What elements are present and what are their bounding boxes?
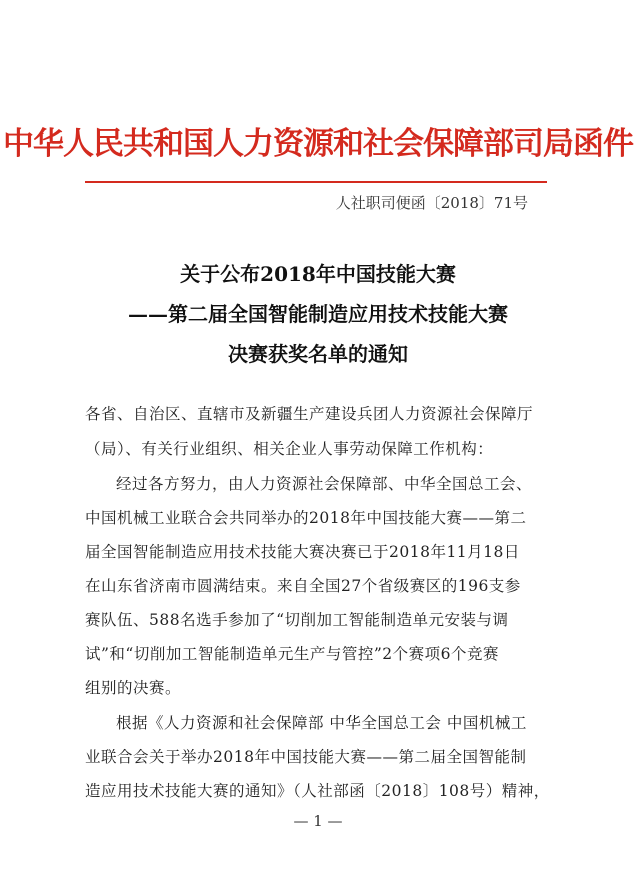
- body-line: 各省、自治区、直辖市及新疆生产建设兵团人力资源社会保障厅: [85, 405, 534, 423]
- body-line: 业联合会关于举办2018年中国技能大赛——第二届全国智能制: [85, 748, 527, 766]
- letterhead-title: 中华人民共和国人力资源和社会保障部司局函件: [3, 126, 633, 162]
- body-line: 中国机械工业联合会共同举办的2018年中国技能大赛——第二: [85, 509, 527, 527]
- body-line: 届全国智能制造应用技术技能大赛决赛已于2018年11月18日: [85, 543, 520, 561]
- body-line: 造应用技术技能大赛的通知》（人社部函〔2018〕108号）精神，: [85, 782, 550, 800]
- body-line: 在山东省济南市圆满结束。来自全国27个省级赛区的196支参: [85, 577, 521, 595]
- body-line: 经过各方努力，由人力资源社会保障部、中华全国总工会、: [116, 475, 533, 493]
- document-number: 人社职司便函〔2018〕71号: [335, 194, 528, 212]
- body-line: 组别的决赛。: [85, 679, 182, 697]
- letterhead-divider: [85, 181, 547, 183]
- notice-title-line-1: 关于公布2018年中国技能大赛: [180, 262, 456, 286]
- page-number: — 1 —: [293, 812, 343, 830]
- body-line: 根据《人力资源和社会保障部 中华全国总工会 中国机械工: [116, 714, 527, 732]
- notice-title-line-3: 决赛获奖名单的通知: [228, 342, 408, 366]
- body-line: 赛队伍、588名选手参加了“切削加工智能制造单元安装与调: [85, 611, 509, 629]
- body-line: 试”和“切削加工智能制造单元生产与管控”2个赛项6个竞赛: [85, 645, 499, 663]
- notice-title-line-2: ——第二届全国智能制造应用技术技能大赛: [128, 302, 508, 326]
- body-line: （局）、有关行业组织、相关企业人事劳动保障工作机构：: [85, 440, 494, 458]
